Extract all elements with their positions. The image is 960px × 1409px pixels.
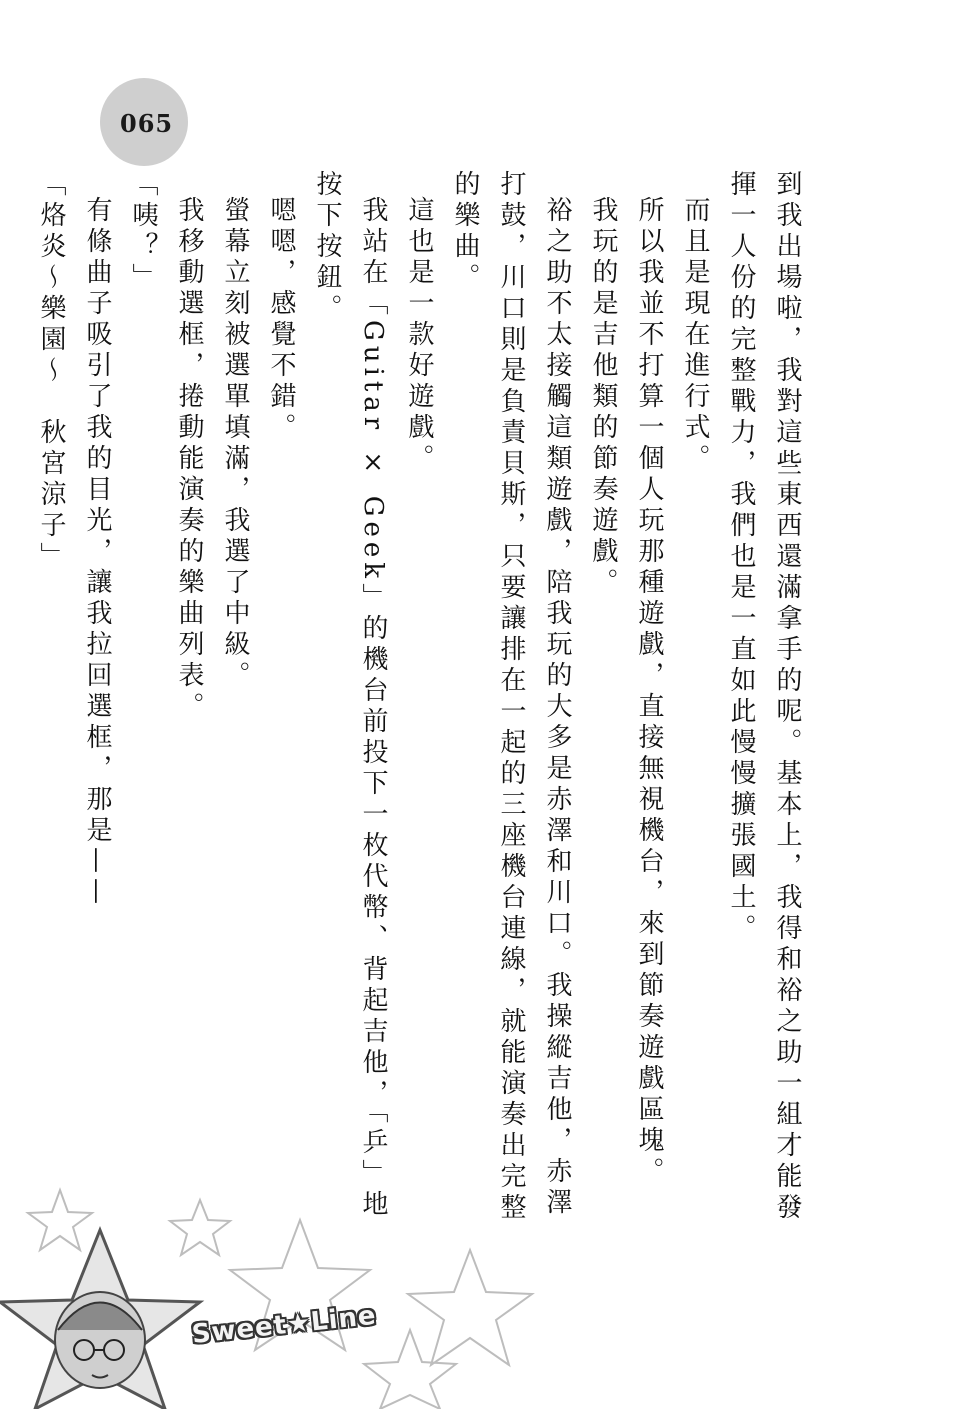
page-number: 065 xyxy=(120,109,174,138)
star-decoration xyxy=(0,1180,560,1409)
paragraph-1: 到我出場啦，我對這些東西還滿拿手的呢。基本上，我得和裕之助一組才能發揮一人份的完整戰力，我們也是一直如此慢慢擴張國土。 xyxy=(726,170,802,1224)
paragraph-10: 我移動選框，捲動能演奏的樂曲列表。 xyxy=(174,196,204,723)
star-outline-icon xyxy=(408,1250,532,1365)
brand-logo: Sweet★Line xyxy=(190,1300,378,1350)
paragraph-3: 所以我並不打算一個人玩那種遊戲，直接無視機台，來到節奏遊戲區塊。 xyxy=(634,196,664,1188)
star-outline-icon xyxy=(28,1190,92,1250)
paragraph-6: 這也是一款好遊戲。 xyxy=(404,196,434,475)
paragraph-4: 我玩的是吉他類的節奏遊戲。 xyxy=(588,196,618,599)
paragraph-12: 有條曲子吸引了我的目光，讓我拉回選框，那是—— xyxy=(82,196,112,909)
paragraph-2: 而且是現在進行式。 xyxy=(680,196,710,475)
paragraph-11: 「咦？」 xyxy=(128,170,158,294)
paragraph-9: 螢幕立刻被選單填滿，我選了中級。 xyxy=(220,196,250,692)
paragraph-5: 裕之助不太接觸這類遊戲，陪我玩的大多是赤澤和川口。我操縱吉他，赤澤打鼓，川口則是負責貝斯，只要讓排在一起的三座機台連線，就能演奏出完整的樂曲。 xyxy=(450,170,572,1224)
paragraph-13: 「烙炎～樂園～ 秋宮涼子」 xyxy=(36,170,66,573)
star-outline-icon xyxy=(170,1200,230,1255)
page-number-badge xyxy=(100,78,188,166)
novel-text xyxy=(28,170,810,1230)
star-outline-icon xyxy=(364,1330,456,1409)
paragraph-7: 我站在「Guitar × Geek」的機台前投下一枚代幣、背起吉他，「乒」地按下按鈕。 xyxy=(312,170,388,1222)
character-illustration-icon xyxy=(55,1292,145,1388)
paragraph-8: 嗯嗯，感覺不錯。 xyxy=(266,196,296,444)
